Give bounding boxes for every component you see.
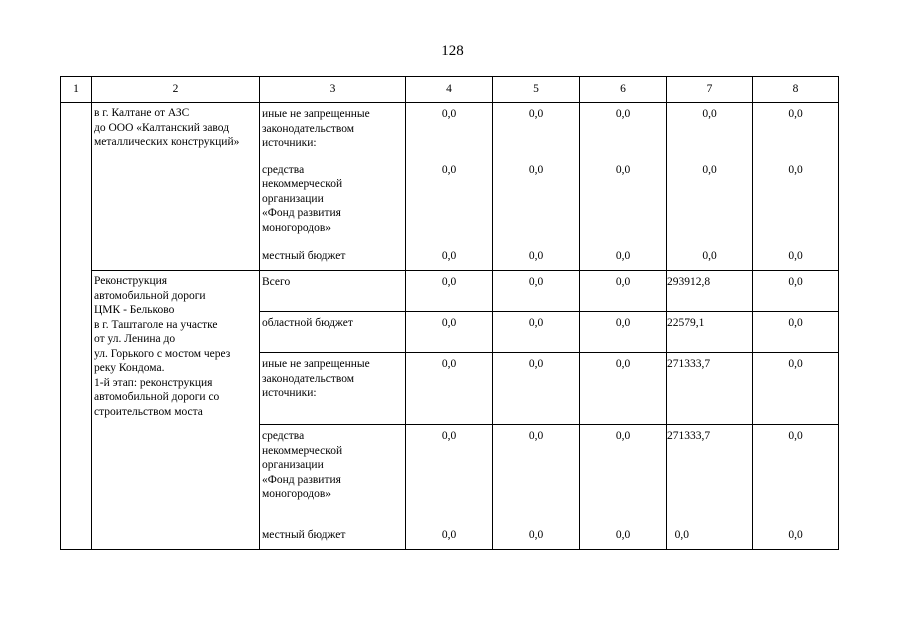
value-cell: 0,0 (580, 312, 667, 353)
value-cell: 22579,1 (667, 312, 753, 353)
value-cell: 0,0 (406, 353, 493, 425)
header-cell-3: 3 (260, 77, 406, 103)
source-cell (260, 353, 406, 425)
value-cell: 0,0 (580, 425, 667, 524)
value-cell: 271333,7 (667, 425, 753, 524)
value-cell: 0,0 (753, 103, 839, 159)
source-cell (260, 312, 406, 353)
source-line: «Фонд развития (262, 207, 341, 219)
value-cell: 0,0 (753, 159, 839, 245)
object-name-line: в г. Таштаголе на участке (94, 318, 218, 331)
value-cell: 0,0 (753, 312, 839, 353)
source-cell (260, 103, 406, 159)
value-cell: 0,0 (406, 103, 493, 159)
budget-table (60, 76, 839, 550)
object-name-line: ЦМК - Бельково (94, 304, 175, 316)
header-cell-4: 4 (406, 77, 493, 103)
value-cell: 0,0 (493, 245, 580, 271)
value-cell: 0,0 (406, 245, 493, 271)
source-line: законодательством (262, 372, 355, 385)
source-line: законодательством (262, 122, 355, 135)
object-name-line: автомобильной дороги со (94, 391, 220, 403)
source-cell (260, 425, 406, 524)
source-line: некоммерческой (262, 444, 343, 457)
value-cell: 0,0 (406, 312, 493, 353)
table-row (61, 103, 839, 159)
source-line: областной бюджет (262, 317, 353, 329)
value-cell: 0,0 (667, 245, 753, 271)
source-line: местный бюджет (262, 249, 346, 262)
index-cell (61, 103, 92, 550)
header-cell-5: 5 (493, 77, 580, 103)
value-cell: 0,0 (406, 425, 493, 524)
value-cell: 0,0 (493, 159, 580, 245)
header-cell-8: 8 (753, 77, 839, 103)
source-cell (260, 524, 406, 550)
object-name-cell (92, 271, 260, 550)
object-name-line: до ООО «Калтанский завод (94, 121, 230, 134)
source-line: моногородов» (262, 221, 332, 234)
source-line: иные не запрещенные (262, 358, 370, 370)
source-line: иные не запрещенные (262, 108, 370, 120)
value-cell: 293912,8 (667, 271, 753, 312)
header-row (61, 77, 839, 103)
value-cell: 0,0 (493, 312, 580, 353)
header-cell-1: 1 (61, 77, 92, 103)
value-cell: 0,0 (753, 524, 839, 550)
source-line: некоммерческой (262, 178, 343, 190)
header-cell-2: 2 (92, 77, 260, 103)
value-cell: 0,0 (493, 271, 580, 312)
value-cell: 0,0 (493, 524, 580, 550)
table-row (61, 271, 839, 312)
value-cell: 0,0 (753, 425, 839, 524)
source-line: Всего (262, 276, 291, 288)
source-line: источники: (262, 137, 317, 149)
source-line: «Фонд развития (262, 473, 341, 486)
source-line: организации (262, 459, 324, 471)
value-cell: 0,0 (580, 103, 667, 159)
object-name-line: автомобильной дороги (94, 289, 206, 302)
value-cell: 0,0 (753, 245, 839, 271)
header-cell-6: 6 (580, 77, 667, 103)
object-name-line: строительством моста (94, 405, 203, 418)
header-cell-7: 7 (667, 77, 753, 103)
value-cell: 0,0 (493, 353, 580, 425)
value-cell: 0,0 (580, 353, 667, 425)
value-cell: 0,0 (493, 103, 580, 159)
source-cell (260, 159, 406, 245)
object-name-line: металлических конструкций» (94, 136, 240, 148)
source-line: источники: (262, 387, 317, 399)
value-cell: 0,0 (753, 353, 839, 425)
source-line: средства (262, 163, 305, 176)
source-cell (260, 271, 406, 312)
object-name-cell (92, 103, 260, 271)
value-cell: 0,0 (667, 524, 753, 550)
value-cell: 271333,7 (667, 353, 753, 425)
object-name-line: ул. Горького с мостом через (94, 347, 231, 360)
value-cell: 0,0 (406, 271, 493, 312)
object-name-line: от ул. Ленина до (94, 333, 176, 345)
source-line: местный бюджет (262, 528, 346, 541)
object-name-line: реку Кондома. (94, 362, 165, 374)
value-cell: 0,0 (667, 159, 753, 245)
page-number: 128 (441, 43, 464, 59)
value-cell: 0,0 (580, 245, 667, 271)
source-cell (260, 245, 406, 271)
object-name-line: 1-й этап: реконструкция (94, 376, 213, 389)
value-cell: 0,0 (493, 425, 580, 524)
value-cell: 0,0 (580, 524, 667, 550)
value-cell: 0,0 (667, 103, 753, 159)
value-cell: 0,0 (406, 159, 493, 245)
source-line: моногородов» (262, 488, 332, 500)
source-line: средства (262, 430, 305, 442)
value-cell: 0,0 (580, 271, 667, 312)
value-cell: 0,0 (580, 159, 667, 245)
value-cell: 0,0 (753, 271, 839, 312)
object-name-line: в г. Калтане от АЗС (94, 107, 190, 119)
source-line: организации (262, 192, 324, 205)
object-name-line: Реконструкция (94, 275, 168, 287)
value-cell: 0,0 (406, 524, 493, 550)
